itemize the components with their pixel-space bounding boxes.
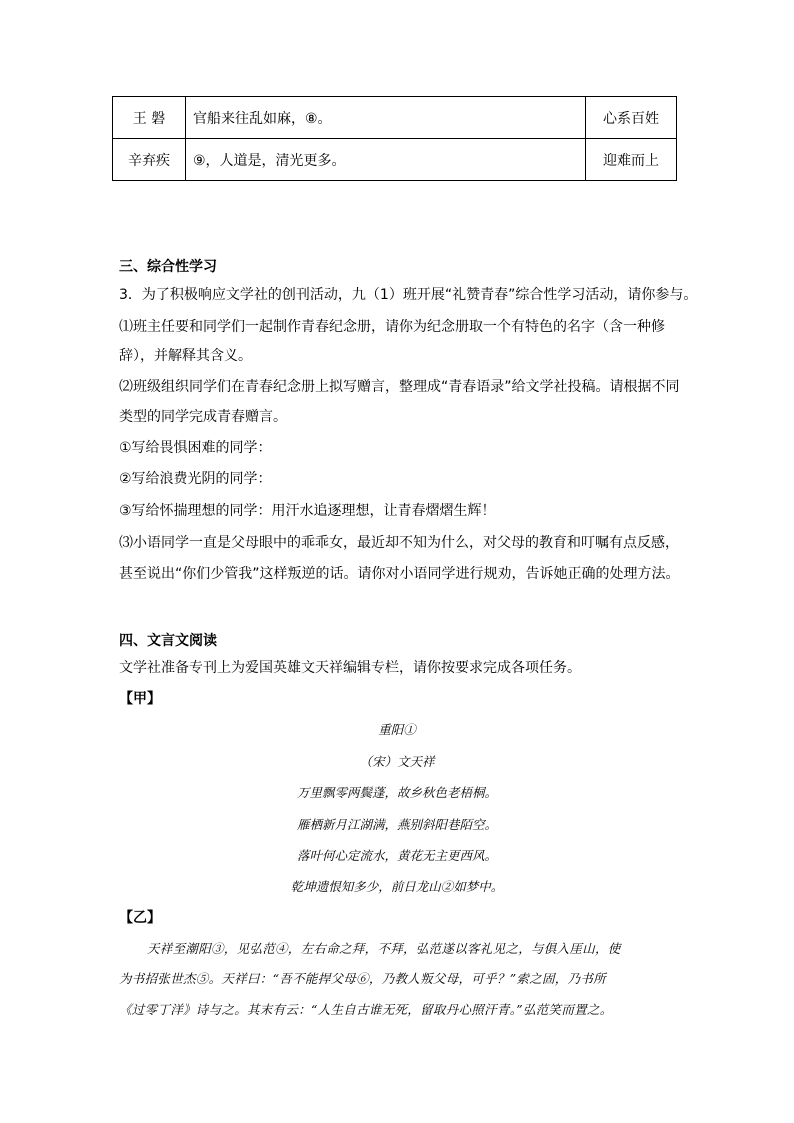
list-item: ①写给畏惧困难的同学： [119, 440, 272, 456]
list-item: ②写给浪费光阴的同学： [119, 471, 272, 487]
question-part: 辞），并解释其含义。 [119, 348, 252, 364]
section-heading: 三、综合性学习 [119, 259, 217, 275]
poem-line: 乾坤遗恨知多少，前日龙山②如梦中。 [290, 879, 504, 894]
question-part: ⑶小语同学一直是父母眼中的乖乖女，最近却不知为什么，对父母的教育和叮嘱有点反感， [119, 535, 679, 551]
question-text: 3．为了积极响应文学社的创刊活动，九（1）班开展“礼赞青春”综合性学习活动，请你参与。 [119, 287, 698, 303]
prose-line: 为书招张世杰⑤。天祥曰：“吾不能捍父母⑥，乃教人叛父母，可乎？”索之固，乃书所 [119, 971, 606, 986]
question-part: ⑵班级组织同学们在青春纪念册上拟写赠言，整理成“青春语录”给文学社投稿。请根据不同 [119, 379, 680, 395]
poem-author: （宋）文天祥 [359, 754, 435, 769]
poem-line: ⑨，人道是，清光更多。 [186, 139, 586, 181]
section-heading: 四、文言文阅读 [119, 633, 217, 649]
poem-theme: 迎难而上 [586, 139, 677, 181]
poem-theme: 心系百姓 [586, 97, 677, 139]
prose-line: 天祥至潮阳③，见弘范④，左右命之拜，不拜，弘范遂以客礼见之，与俱入厓山，使 [147, 941, 621, 956]
poet-name: 王 磐 [113, 97, 186, 139]
question-part: 甚至说出“你们少管我”这样叛逆的话。请你对小语同学进行规劝，告诉她正确的处理方法。 [119, 566, 680, 582]
question-part: ⑴班主任要和同学们一起制作青春纪念册，请你为纪念册取一个有特色的名字（含一种修 [119, 319, 665, 335]
list-item: ③写给怀揣理想的同学：用汗水追逐理想，让青春熠熠生辉！ [119, 503, 496, 519]
table-row [113, 97, 677, 139]
prose-line: 《过零丁洋》诗与之。其末有云：“人生自古谁无死，留取丹心照汗青。”弘范笑而置之。 [119, 1002, 613, 1017]
poem-line: 落叶何心定流水，黄花无主更西风。 [296, 848, 497, 863]
section-intro: 文学社准备专刊上为爱国英雄文天祥编辑专栏，请你按要求完成各项任务。 [119, 660, 581, 676]
label-jia: 【甲】 [119, 691, 161, 707]
table-row [113, 139, 677, 181]
question-part: 类型的同学完成青春赠言。 [119, 409, 287, 425]
label-yi: 【乙】 [119, 910, 161, 926]
poem-table [112, 96, 677, 181]
poem-title: 重阳① [378, 722, 416, 737]
poem-line: 官船来往乱如麻，⑧。 [186, 97, 586, 139]
poem-line: 雁栖新月江湖满，燕别斜阳巷陌空。 [296, 817, 497, 832]
poet-name: 辛弃疾 [113, 139, 186, 181]
poem-line: 万里飘零两鬓蓬，故乡秋色老梧桐。 [296, 785, 497, 800]
